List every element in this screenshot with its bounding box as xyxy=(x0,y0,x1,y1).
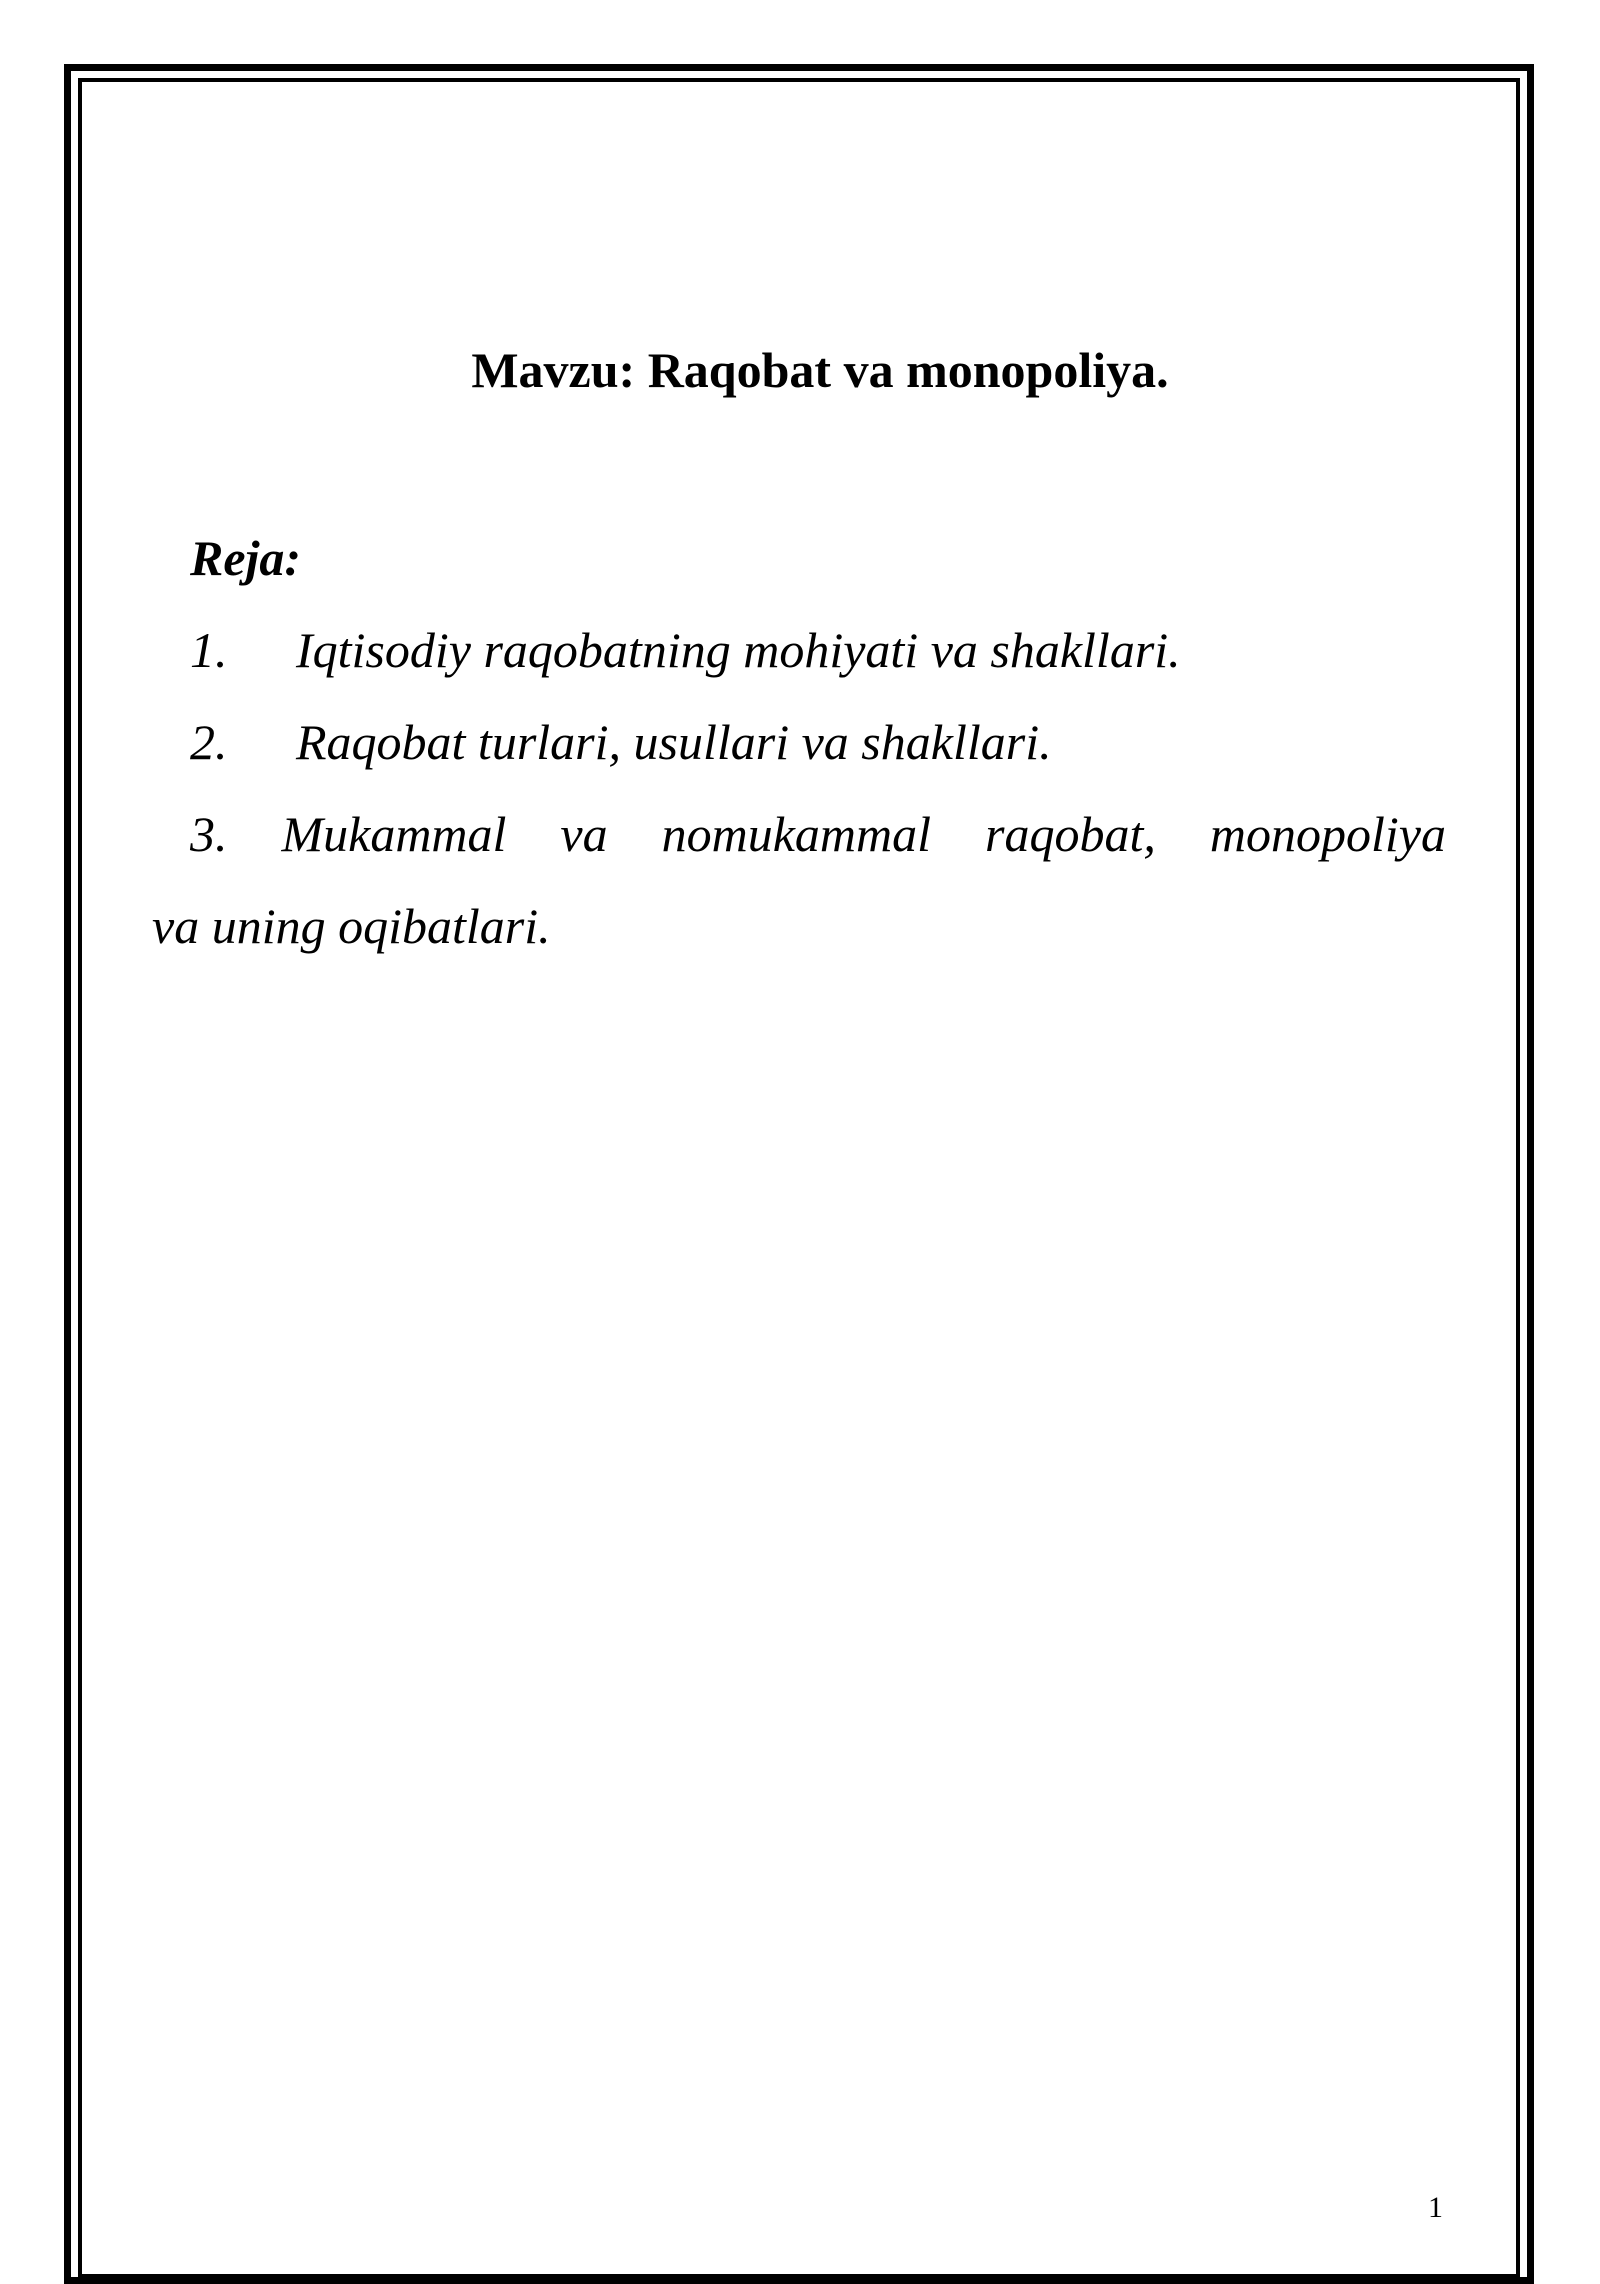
plan-item-text: Raqobat turlari, usullari va shakllari. xyxy=(296,714,1052,770)
plan-heading: Reja: xyxy=(190,530,302,586)
plan-item-word: raqobat, xyxy=(985,806,1156,862)
plan-item-text: Iqtisodiy raqobatning mohiyati va shakllari. xyxy=(296,622,1181,678)
plan-item-number: 3. xyxy=(190,806,228,862)
plan-item-word: nomukammal xyxy=(661,806,932,862)
plan-item-number: 2. xyxy=(190,714,228,770)
plan-item-3-continuation: va uning oqibatlari. xyxy=(152,898,551,954)
plan-item-number: 1. xyxy=(190,622,228,678)
plan-item-2 xyxy=(190,710,1446,774)
plan-item-word: monopoliya xyxy=(1209,806,1446,862)
plan-item-word: va xyxy=(560,806,608,862)
plan-item-3 xyxy=(190,802,1446,866)
page-border-inner xyxy=(78,78,1520,2278)
page-number: 1 xyxy=(1428,2191,1443,2224)
plan-item-word: Mukammal xyxy=(281,806,507,862)
page-title: Mavzu: Raqobat va monopoliya. xyxy=(471,342,1169,398)
plan-item-1 xyxy=(190,618,1446,682)
